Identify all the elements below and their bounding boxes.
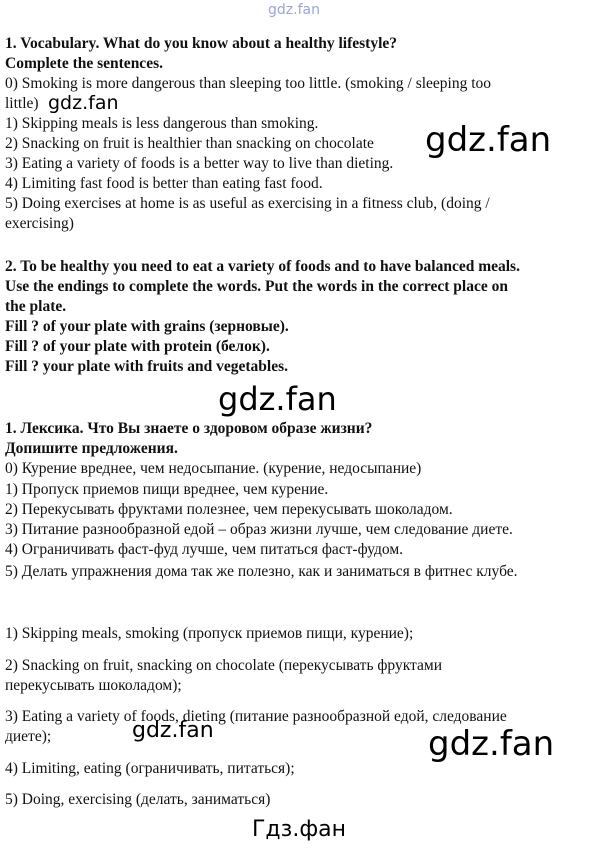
watermark-bottom-left: gdz.fan (132, 718, 214, 743)
section-2-line: the plate. (5, 298, 67, 315)
section-en-title: 1. Vocabulary. What do you know about a healthy lifestyle? (5, 35, 398, 52)
sentence-line: 4) Limiting fast food is better than eating fast food. (5, 175, 323, 192)
answer-line: 2) Snacking on fruit, snacking on chocolate (перекусывать фруктами (5, 657, 443, 674)
section-en-instruction: Complete the sentences. (5, 55, 163, 72)
answer-line: диете); (5, 728, 52, 745)
sentence-line: exercising) (5, 215, 74, 232)
section-2-line: 2. To be healthy you need to eat a variety of foods and to have balanced meals. (5, 258, 520, 275)
watermark-footer: Гдз.фан (252, 817, 346, 842)
section-2-line: Fill ? of your plate with grains (зерновые). (5, 318, 289, 335)
answer-line: 4) Limiting, eating (ограничивать, питаться); (5, 760, 295, 777)
section-2-line: Use the endings to complete the words. Put the words in the correct place on (5, 278, 508, 295)
answer-line: 3) Eating a variety of foods, dieting (питание разнообразной едой, следование (5, 708, 507, 725)
watermark-top: gdz.fan (268, 2, 320, 18)
sentence-line: 2) Snacking on fruit is healthier than snacking on chocolate (5, 135, 374, 152)
section-ru-instruction: Допишите предложения. (5, 440, 178, 457)
ru-sentence-line: 2) Перекусывать фруктами полезнее, чем перекусывать шоколадом. (5, 501, 453, 518)
sentence-line: 3) Eating a variety of foods is a better way to live than dieting. (5, 155, 394, 172)
section-2-line: Fill ? your plate with fruits and vegetables. (5, 358, 289, 375)
section-ru-title: 1. Лексика. Что Вы знаете о здоровом образе жизни? (5, 420, 373, 437)
ru-sentence-line: 5) Делать упражнения дома так же полезно, как и заниматься в фитнес клубе. (5, 563, 518, 580)
answer-line: 5) Doing, exercising (делать, заниматься) (5, 791, 271, 808)
ru-sentence-line: 4) Ограничивать фаст-фуд лучше, чем питаться фаст-фудом. (5, 541, 404, 558)
ru-sentence-line: 1) Пропуск приемов пищи вреднее, чем курение. (5, 481, 329, 498)
sentence-line: 1) Skipping meals is less dangerous than smoking. (5, 115, 319, 132)
example-line: 0) Smoking is more dangerous than sleeping too little. (smoking / sleeping too (5, 75, 492, 92)
watermark-bottom-right: gdz.fan (428, 724, 555, 764)
watermark-right-top: gdz.fan (425, 120, 552, 160)
section-2-line: Fill ? of your plate with protein (белок). (5, 338, 270, 355)
example-line: little) (5, 95, 39, 112)
answer-line: 1) Skipping meals, smoking (пропуск приемов пищи, курение); (5, 625, 414, 642)
watermark-inline: gdz.fan (48, 92, 119, 114)
ru-sentence-line: 0) Курение вреднее, чем недосыпание. (курение, недосыпание) (5, 460, 422, 477)
watermark-center: gdz.fan (218, 380, 337, 418)
ru-sentence-line: 3) Питание разнообразной едой – образ жизни лучше, чем следование диете. (5, 521, 513, 538)
sentence-line: 5) Doing exercises at home is as useful as exercising in a fitness club, (doing / (5, 195, 490, 212)
answer-line: перекусывать шоколадом); (5, 677, 182, 694)
